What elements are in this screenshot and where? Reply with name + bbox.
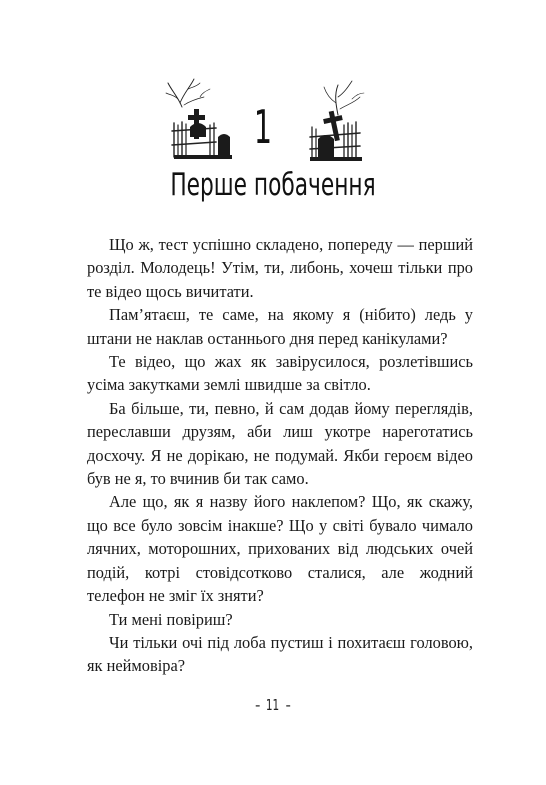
paragraph-2: Пам’ятаєш, те саме, на якому я (нібито) ледь у штани не наклав останнього дня перед канікулами?	[87, 305, 473, 348]
paragraph-6: Ти мені повіриш?	[109, 609, 233, 629]
right-tombstones-icon	[310, 109, 362, 161]
folio-left-mark: -	[255, 696, 261, 714]
paragraph-7: Чи тільки очі під лоба пустиш і похитаєш головою, як неймовіра?	[87, 632, 473, 676]
folio-number: 11	[266, 696, 280, 714]
chapter-title: Перше побачення	[170, 167, 376, 203]
paragraph-1: Що ж, тест успішно складено, попереду — перший розділ. Молодець! Утім, ти, либонь, хочеш тільки про те відео щось вичитати.	[87, 235, 473, 301]
chapter-body	[87, 233, 473, 678]
paragraph-4: Ба більше, ти, певно, й сам додав йому переглядів, переславши друзям, аби лиш укотре нареготатись досхочу. Я не дорікаю, не подумай. Якби героєм відео був не я, то вчинив би так само.	[87, 398, 473, 489]
paragraph-3: Те відео, що жах як завірусилося, розлетівшись усіма закутками землі швидше за світло.	[87, 352, 473, 395]
paragraph-5: Але що, як я назву його наклепом? Що, як скажу, що все було зовсім інакше? Що у світі бувало чимало лячних, моторошних, прихованих від людських очей подій, котрі стовідсотково сталися, але жодний телефон не зміг їх зняти?	[87, 492, 473, 606]
chapter-number: 1	[253, 100, 273, 154]
folio-right-mark: -	[285, 696, 291, 714]
page-number	[0, 695, 546, 715]
